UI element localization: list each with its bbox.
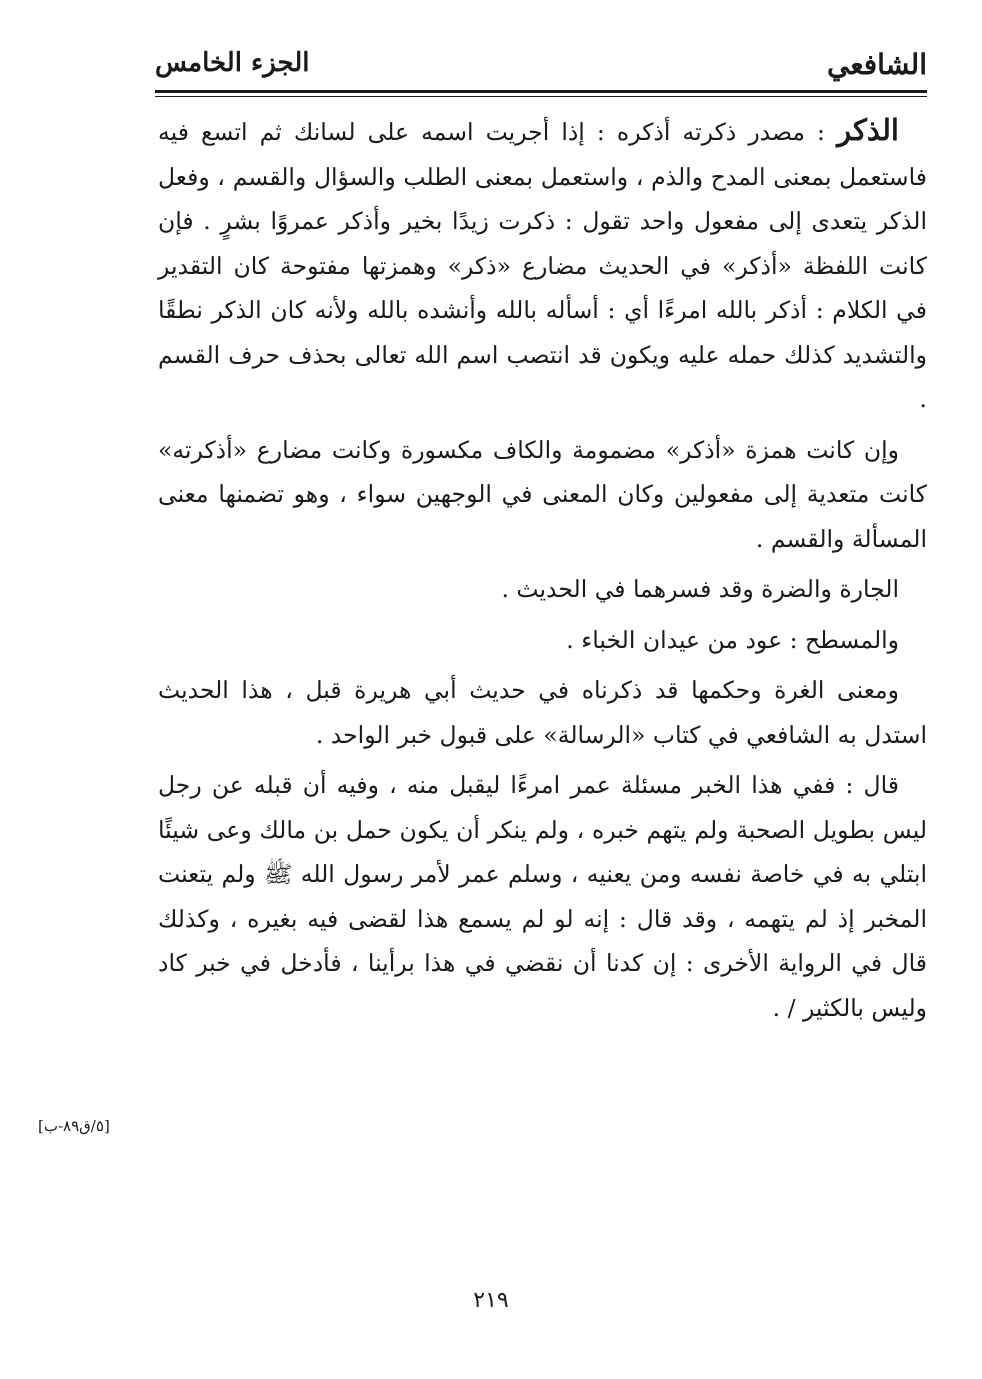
manuscript-folio-note: [٥/ق٨٩-ب] <box>38 1117 110 1135</box>
paragraph: ومعنى الغرة وحكمها قد ذكرناه في حديث أبي هريرة قبل ، هذا الحديث استدل به الشافعي في كتاب «الرسالة» على قبول خبر الواحد . <box>158 676 927 749</box>
page-number: ٢١٩ <box>473 1288 509 1313</box>
running-title-book: الشافعي <box>826 48 927 81</box>
header-rule-thin <box>155 96 927 97</box>
paragraph-dhikr <box>158 108 927 422</box>
main-text <box>158 108 927 1036</box>
running-header <box>155 48 927 88</box>
paragraph: قال : ففي هذا الخبر مسئلة عمر امرءًا ليقبل منه ، وفيه أن قبله عن رجل ليس بطويل الصحبة ولم يتهم خبره ، ولم ينكر أن يكون حمل بن مالك وعى شيئًا ابتلي به في خاصة نفسه ومن يعنيه ، وسلم عمر لأمر رسول الله ﷺ ولم يتعنت المخبر إذ لم يتهمه ، وقد قال : إنه لو لم يسمع هذا لقضى فيه بغيره ، وكذلك قال في الرواية الأخرى : إن كدنا أن نقضي في هذا برأينا ، فأدخل في خبر كاد وليس بالكثير / . <box>158 771 927 1022</box>
paragraph: وإن كانت همزة «أذكر» مضمومة والكاف مكسورة وكانت مضارع «أذكرته» كانت متعدية إلى مفعولين وكان المعنى في الوجهين سواء ، وهو تضمنها معنى المسألة والقسم . <box>158 435 927 553</box>
paragraph-text: : مصدر ذكرته أذكره : إذا أجريت اسمه على لسانك ثم اتسع فيه فاستعمل بمعنى المدح والذم ، واستعمل بمعنى الطلب والسؤال والقسم ، وفعل الذكر يتعدى إلى مفعول واحد تقول : ذكرت زيدًا بخير وأذكر عمروًا بشرٍ . فإن كانت اللفظة «أذكر» في الحديث مضارع «ذكر» وهمزتها مفتوحة كان التقدير في الكلام : أذكر بالله امرءًا أي : أسأله بالله وأنشده بالله ولأنه كان الذكر نطقًا والتشديد كذلك حمله عليه ويكون قد انتصب اسم الله تعالى بحذف حرف القسم . <box>158 118 927 413</box>
running-title-volume: الجزء الخامس <box>155 48 310 78</box>
paragraph: الجارة والضرة وقد فسرهما في الحديث . <box>501 575 899 603</box>
header-rule-thick <box>155 90 927 93</box>
paragraph: والمسطح : عود من عيدان الخباء . <box>566 625 899 654</box>
defined-term: الذكر <box>837 113 899 147</box>
